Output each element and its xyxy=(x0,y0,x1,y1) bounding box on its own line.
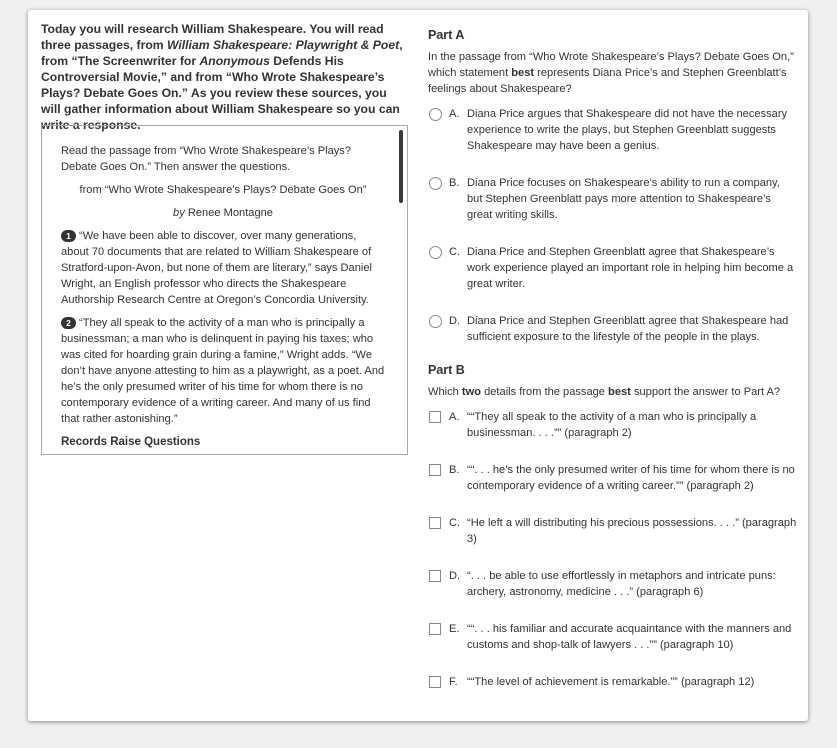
option-letter: A. xyxy=(449,108,460,120)
paragraph-text: “They all speak to the activity of a man who is principally a businessman; a man who is delinquent in paying his taxes; who was cited for hoarding grain during a famine,” Wright adds. “We don’t have anyone attesting to him as a playwright, as a poet. And he’s the only presumed writer of his time for whom there is no contemporary evidence of a writing career. And many of us find that rather astonishing.” xyxy=(61,317,385,425)
passage-instruction: Read the passage from “Who Wrote Shakespeare’s Plays? Debate Goes On.” Then answer the questions. xyxy=(61,145,352,173)
passage-scrollbar-thumb[interactable] xyxy=(399,130,403,203)
part-a-title: Part A xyxy=(428,28,465,42)
question-text: details from the passage xyxy=(481,386,609,398)
part-a-option-c[interactable] xyxy=(428,244,798,292)
part-b-option-c[interactable] xyxy=(428,515,798,547)
radio-button[interactable] xyxy=(429,315,442,328)
part-a-question xyxy=(428,49,798,97)
option-letter: C. xyxy=(449,246,461,258)
part-a-option-b[interactable] xyxy=(428,175,798,223)
part-b-title: Part B xyxy=(428,363,465,377)
option-text: “He left a will distributing his precious possessions. . . .” (paragraph 3) xyxy=(467,517,797,545)
option-text: “. . . be able to use effortlessly in metaphors and intricate puns: archery, astronomy, medicine . . .” (paragraph 6) xyxy=(467,570,776,598)
byline-author: Renee Montagne xyxy=(187,207,273,219)
option-text: Diana Price and Stephen Greenblatt agree that Shakespeare’s work experience played an important role in helping him become a great writer. xyxy=(467,246,794,290)
checkbox[interactable] xyxy=(429,517,441,529)
checkbox[interactable] xyxy=(429,623,441,635)
checkbox[interactable] xyxy=(429,676,441,688)
option-text: ““They all speak to the activity of a man who is principally a businessman. . . .”” (paragraph 2) xyxy=(467,411,757,439)
part-b-option-d[interactable] xyxy=(428,568,798,600)
questions-panel xyxy=(428,27,798,711)
radio-button[interactable] xyxy=(429,246,442,259)
paragraph-number-badge: 1 xyxy=(61,230,76,242)
option-text: ““. . . he’s the only presumed writer of his time for whom there is no contemporary evidence of a writing career.”” (paragraph 2) xyxy=(467,464,795,492)
option-letter: F. xyxy=(449,676,458,688)
part-b-option-f[interactable] xyxy=(428,674,798,690)
option-letter: C. xyxy=(449,517,461,529)
intro-text-part: , from “The Screenwriter for xyxy=(41,38,403,68)
part-b-option-b[interactable] xyxy=(428,462,798,494)
checkbox[interactable] xyxy=(429,464,441,476)
option-text: Diana Price argues that Shakespeare did not have the necessary experience to write the plays, but Stephen Greenblatt suggests Shakespeare may have been a genius. xyxy=(467,108,788,152)
option-letter: D. xyxy=(449,570,461,582)
passage-paragraph-1 xyxy=(61,228,385,308)
radio-button[interactable] xyxy=(429,108,442,121)
option-text: Diana Price focuses on Shakespeare’s ability to run a company, but Stephen Greenblatt pays more attention to Shakespeare’s great writing skills. xyxy=(467,177,780,221)
passage-byline xyxy=(61,205,385,221)
part-b-option-a[interactable] xyxy=(428,409,798,441)
part-a-option-d[interactable] xyxy=(428,313,798,345)
part-b-option-e[interactable] xyxy=(428,621,798,653)
passage-section-heading: Records Raise Questions xyxy=(61,436,201,448)
option-letter: E. xyxy=(449,623,460,635)
intro-text-part: Today you will research William Shakespeare. You will read three passages, from xyxy=(41,22,384,52)
question-emphasis: best xyxy=(608,386,631,398)
question-emphasis: two xyxy=(461,386,482,398)
paragraph-number-badge: 2 xyxy=(61,317,76,329)
option-text: ““. . . his familiar and accurate acquaintance with the manners and customs and shop-talk of lawyers . . .”” (paragraph 10) xyxy=(467,623,792,651)
passage-paragraph-2 xyxy=(61,315,385,427)
checkbox[interactable] xyxy=(429,570,441,582)
option-letter: B. xyxy=(449,177,460,189)
intro-text-part: Defends His Controversial Movie,” and from “Who Wrote Shakespeare’s Plays? Debate Goes On.” As you review these sources, you will gather information about William Shakespeare so you can write a response. xyxy=(41,54,400,132)
passage-content xyxy=(61,143,385,450)
paragraph-text: “We have been able to discover, over many generations, about 70 documents that are related to William Shakespeare of Stratford-upon-Avon, but none of them are literary,” says Daniel Wright, an English professor who directs the Shakespeare Authorship Research Centre at Oregon’s Concordia University. xyxy=(61,230,372,306)
question-text: Which xyxy=(428,386,462,398)
option-text: Diana Price and Stephen Greenblatt agree that Shakespeare had sufficient exposure to the lifestyle of the people in the plays. xyxy=(467,315,789,343)
intro-text xyxy=(41,21,408,133)
part-b-question xyxy=(428,384,798,400)
part-b xyxy=(428,362,798,690)
part-a xyxy=(428,27,798,345)
passage-scroll-panel[interactable] xyxy=(41,125,408,455)
radio-button[interactable] xyxy=(429,177,442,190)
option-letter: B. xyxy=(449,464,460,476)
question-text: In the passage from “Who Wrote Shakespeare’s Plays? Debate Goes On,” which statement xyxy=(428,51,794,79)
option-letter: D. xyxy=(449,315,461,327)
question-text: represents Diana Price’s and Stephen Greenblatt’s feelings about Shakespeare? xyxy=(428,67,787,95)
option-text: ““The level of achievement is remarkable.”” (paragraph 12) xyxy=(467,676,755,688)
option-letter: A. xyxy=(449,411,460,423)
question-emphasis: best xyxy=(511,67,535,79)
question-card xyxy=(28,10,808,721)
passage-source-title: from “Who Wrote Shakespeare’s Plays? Debate Goes On” xyxy=(79,184,367,196)
question-text: support the answer to Part A? xyxy=(630,386,781,398)
intro-title-anonymous: Anonymous xyxy=(199,54,270,68)
checkbox[interactable] xyxy=(429,411,441,423)
byline-by: by xyxy=(173,207,185,219)
intro-title-playwright-poet: William Shakespeare: Playwright & Poet xyxy=(167,38,400,52)
part-a-option-a[interactable] xyxy=(428,106,798,154)
